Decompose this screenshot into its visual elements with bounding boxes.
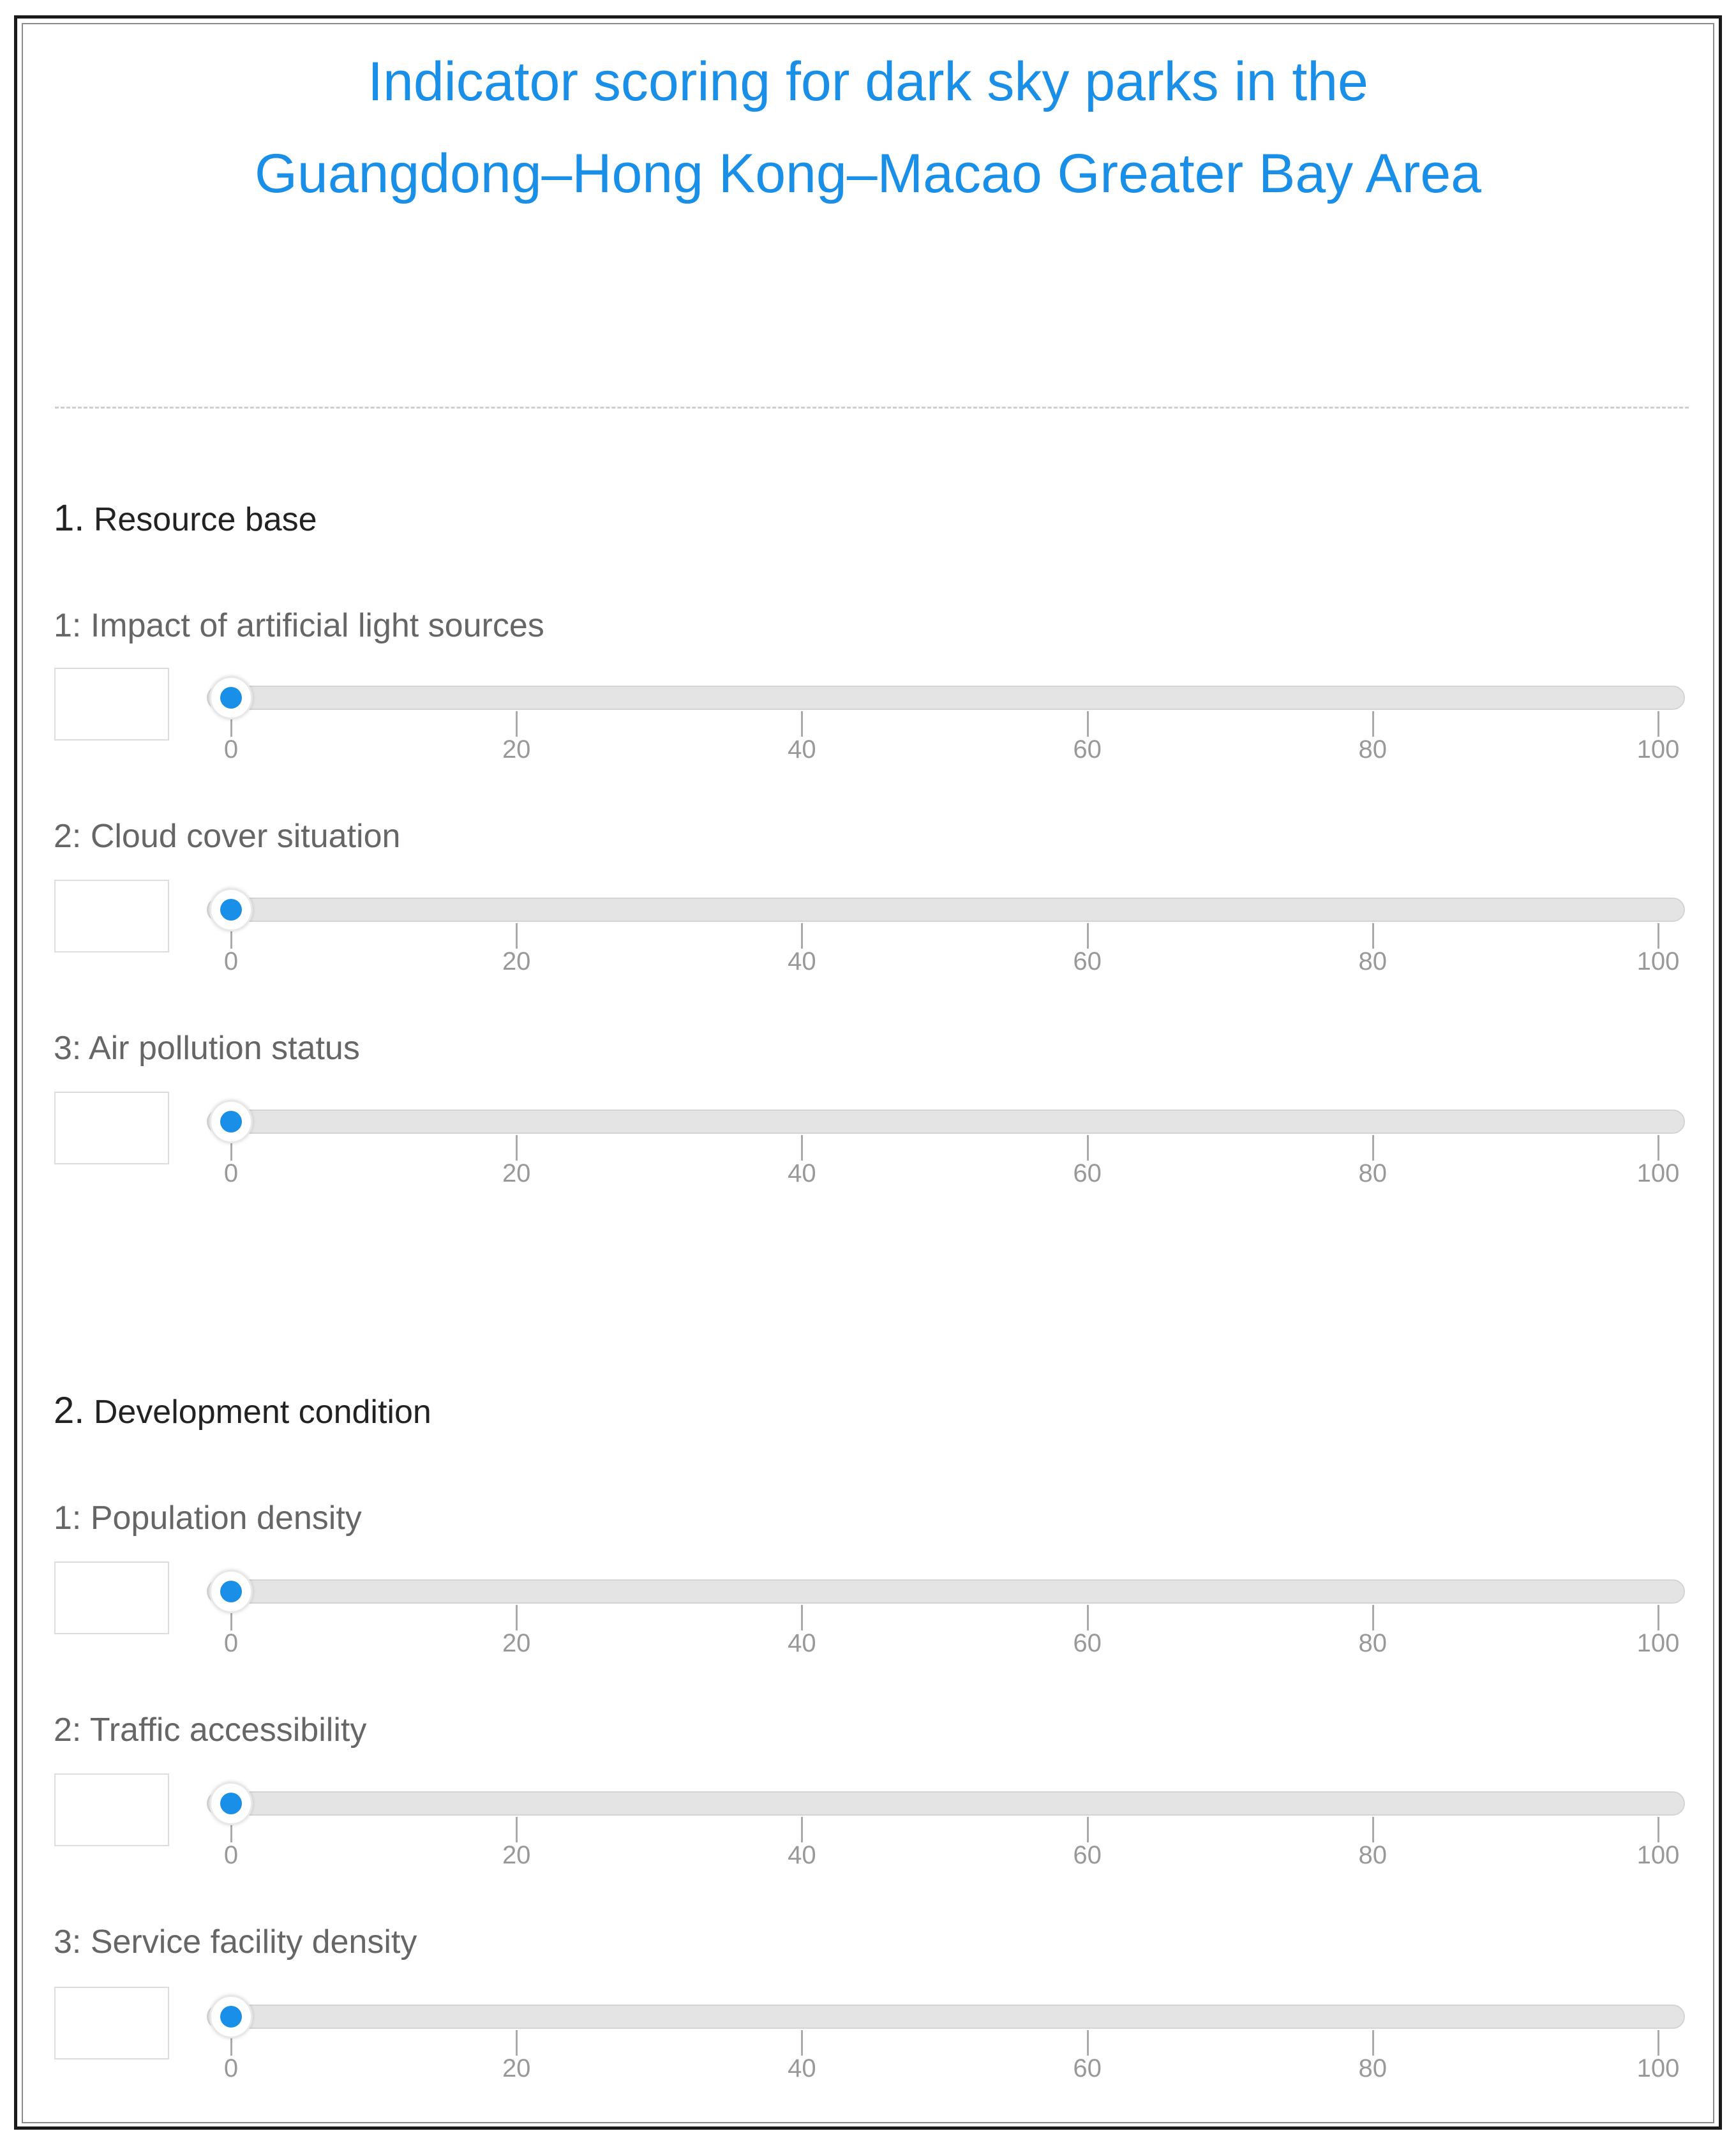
slider-tick-label: 40	[788, 947, 816, 975]
slider-tick	[1087, 711, 1089, 737]
question-label: 1: Impact of artificial light sources	[54, 607, 544, 644]
question-label: 1: Population density	[54, 1500, 362, 1537]
section-heading-resource-base	[54, 498, 317, 540]
slider-tick-label: 100	[1636, 2054, 1680, 2082]
slider-tick-label: 40	[788, 1629, 816, 1657]
slider-tick-label: 60	[1073, 2054, 1102, 2082]
slider-tick-label: 0	[223, 947, 239, 975]
slider-tick	[801, 1135, 803, 1161]
question-label: 3: Service facility density	[54, 1923, 417, 1961]
page-title-line-1: Indicator scoring for dark sky parks in the	[368, 51, 1368, 112]
score-input[interactable]	[54, 1773, 169, 1846]
slider-tick-label: 80	[1358, 2054, 1388, 2082]
slider-tick-label: 60	[1073, 947, 1102, 975]
slider-track[interactable]	[207, 898, 1685, 922]
score-slider[interactable]	[207, 890, 1687, 973]
slider-track[interactable]	[207, 1791, 1685, 1816]
section-number: 1.	[54, 497, 85, 539]
slider-tick	[1372, 1135, 1374, 1161]
slider-track[interactable]	[207, 1579, 1685, 1604]
slider-tick-label: 40	[788, 735, 816, 764]
slider-handle[interactable]	[209, 1995, 253, 2038]
page-title-line-2: Guangdong–Hong Kong–Macao Greater Bay Area	[255, 143, 1481, 204]
slider-tick	[1087, 2030, 1089, 2056]
slider-tick	[1087, 1135, 1089, 1161]
slider-tick	[1372, 1817, 1374, 1842]
slider-tick	[801, 1605, 803, 1630]
score-input[interactable]	[54, 668, 169, 741]
slider-tick-label: 100	[1636, 947, 1680, 975]
slider-tick	[1657, 2030, 1659, 2056]
slider-tick-label: 40	[788, 1159, 816, 1187]
slider-tick-label: 80	[1358, 947, 1388, 975]
section-heading-development-condition	[54, 1390, 431, 1433]
score-input[interactable]	[54, 1987, 169, 2059]
slider-tick-label: 80	[1358, 1629, 1388, 1657]
slider-tick	[1372, 923, 1374, 949]
slider-track[interactable]	[207, 2005, 1685, 2029]
slider-tick-label: 0	[223, 1841, 239, 1869]
slider-tick-label: 100	[1636, 735, 1680, 764]
score-input[interactable]	[54, 1562, 169, 1634]
slider-tick-label: 0	[223, 735, 239, 764]
slider-handle[interactable]	[209, 676, 253, 719]
slider-tick	[1657, 1605, 1659, 1630]
section-title: Development condition	[93, 1394, 431, 1431]
slider-tick-label: 80	[1358, 1841, 1388, 1869]
slider-track[interactable]	[207, 686, 1685, 710]
slider-tick	[1657, 711, 1659, 737]
slider-tick	[801, 2030, 803, 2056]
slider-tick	[1087, 923, 1089, 949]
slider-tick-label: 20	[502, 947, 531, 975]
score-input[interactable]	[54, 880, 169, 952]
slider-tick	[1087, 1605, 1089, 1630]
slider-tick	[1372, 1605, 1374, 1630]
slider-handle[interactable]	[209, 1570, 253, 1613]
score-slider[interactable]	[207, 1572, 1687, 1655]
slider-handle[interactable]	[209, 888, 253, 931]
slider-tick	[516, 1135, 518, 1161]
slider-tick-label: 0	[223, 2054, 239, 2082]
slider-tick	[801, 711, 803, 737]
slider-track[interactable]	[207, 1110, 1685, 1134]
title-divider	[55, 407, 1689, 409]
question-label: 2: Cloud cover situation	[54, 818, 401, 855]
slider-tick-label: 20	[502, 1159, 531, 1187]
slider-tick-label: 100	[1636, 1841, 1680, 1869]
slider-tick	[516, 923, 518, 949]
slider-tick-label: 0	[223, 1159, 239, 1187]
slider-tick-label: 100	[1636, 1159, 1680, 1187]
slider-tick	[1657, 923, 1659, 949]
slider-tick-label: 40	[788, 2054, 816, 2082]
score-input[interactable]	[54, 1092, 169, 1164]
slider-tick-label: 60	[1073, 735, 1102, 764]
slider-tick	[801, 1817, 803, 1842]
slider-tick-label: 100	[1636, 1629, 1680, 1657]
question-label: 3: Air pollution status	[54, 1030, 360, 1067]
slider-tick	[801, 923, 803, 949]
slider-tick-label: 60	[1073, 1841, 1102, 1869]
slider-tick	[516, 1817, 518, 1842]
question-label: 2: Traffic accessibility	[54, 1712, 367, 1749]
slider-tick	[1372, 2030, 1374, 2056]
score-slider[interactable]	[207, 1997, 1687, 2080]
slider-tick-label: 60	[1073, 1629, 1102, 1657]
slider-tick-label: 40	[788, 1841, 816, 1869]
slider-tick-label: 20	[502, 735, 531, 764]
slider-tick	[516, 711, 518, 737]
slider-tick-label: 60	[1073, 1159, 1102, 1187]
score-slider[interactable]	[207, 678, 1687, 764]
slider-tick	[1372, 711, 1374, 737]
slider-handle[interactable]	[209, 1100, 253, 1143]
slider-handle[interactable]	[209, 1782, 253, 1825]
slider-tick	[516, 2030, 518, 2056]
slider-tick	[1087, 1817, 1089, 1842]
score-slider[interactable]	[207, 1784, 1687, 1867]
section-title: Resource base	[93, 501, 317, 538]
slider-tick-label: 0	[223, 1629, 239, 1657]
slider-tick-label: 80	[1358, 1159, 1388, 1187]
score-slider[interactable]	[207, 1102, 1687, 1185]
slider-tick	[1657, 1817, 1659, 1842]
slider-tick	[516, 1605, 518, 1630]
slider-tick-label: 20	[502, 2054, 531, 2082]
section-number: 2.	[54, 1390, 85, 1431]
slider-tick-label: 80	[1358, 735, 1388, 764]
slider-tick-label: 20	[502, 1629, 531, 1657]
slider-tick	[1657, 1135, 1659, 1161]
slider-tick-label: 20	[502, 1841, 531, 1869]
